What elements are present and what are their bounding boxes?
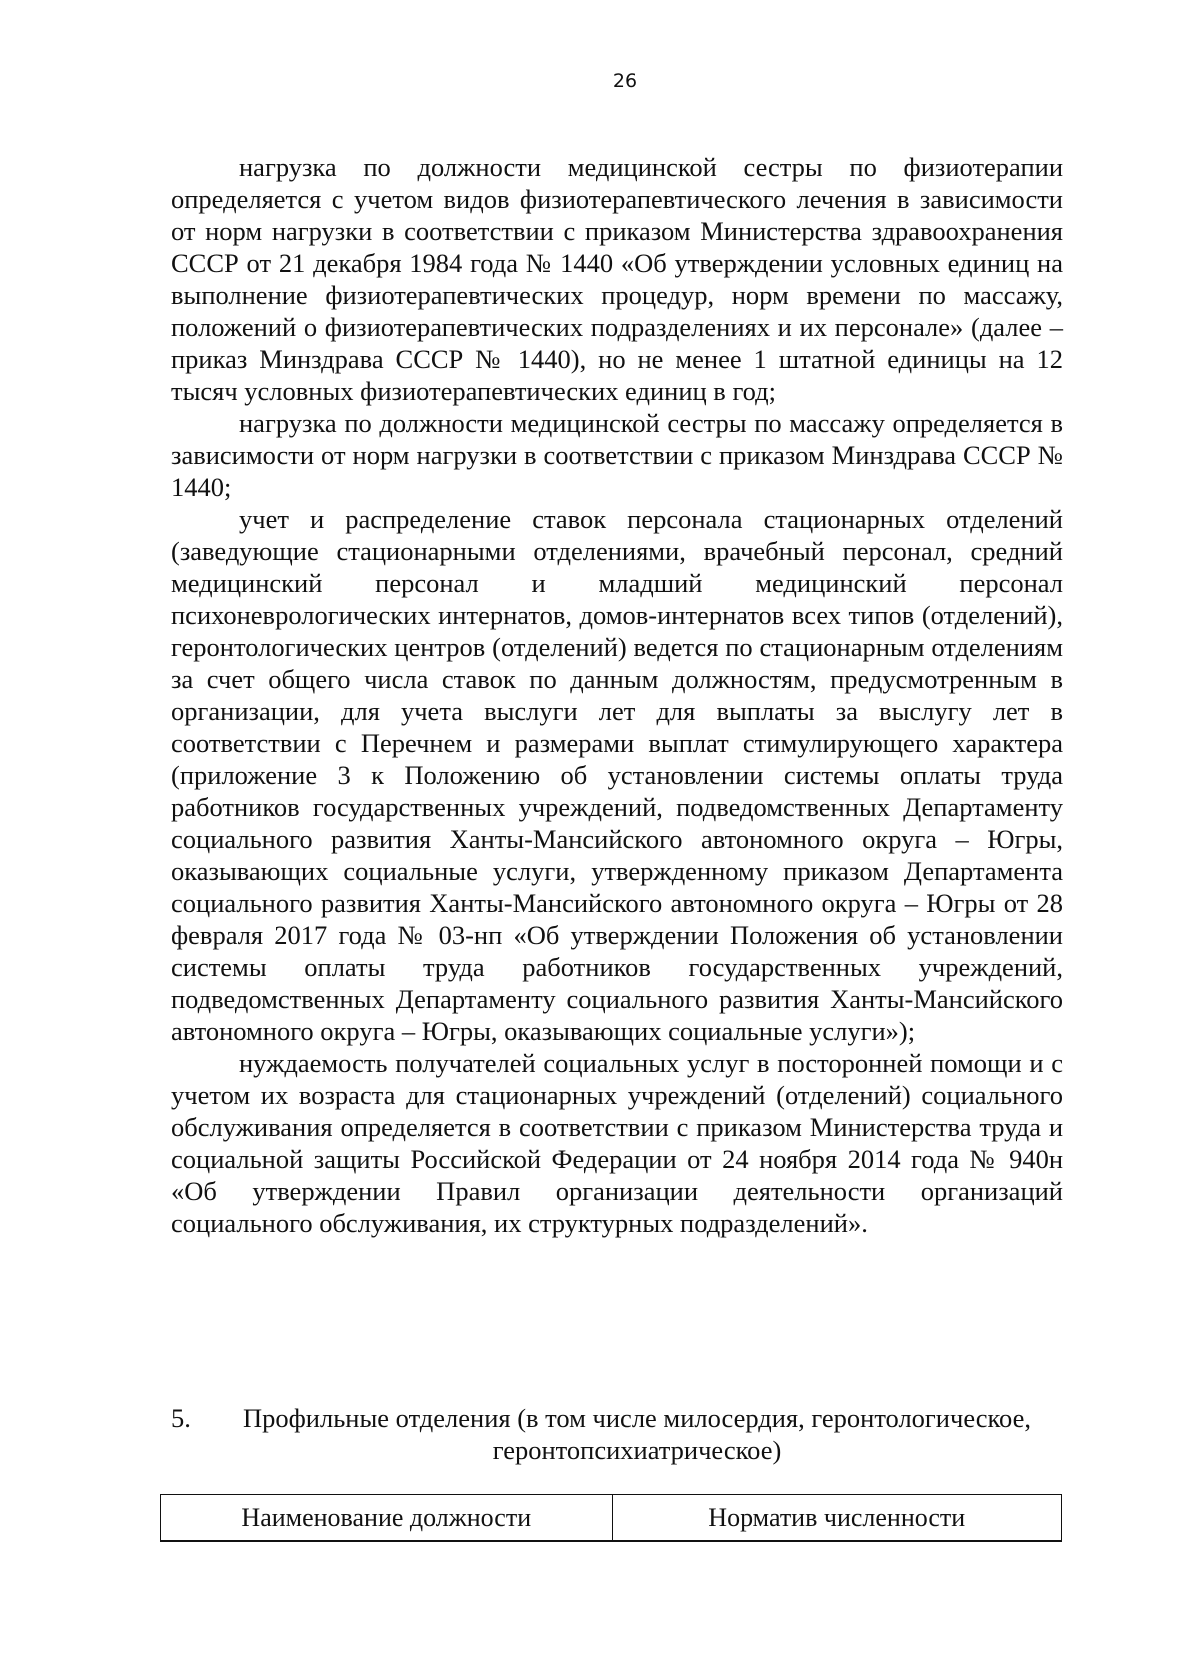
paragraph-massage-nurse-load: нагрузка по должности медицинской сестры по массажу определяется в зависимости от норм нагрузки в соответствии с приказом Минздрава СССР № 1440; <box>171 408 1063 502</box>
column-header-staffing-norm: Норматив численности <box>612 1495 1061 1542</box>
paragraph-staff-rates-accounting: учет и распределение ставок персонала стационарных отделений (заведующие стационарными отделениями, врачебный персонал, средний медицинский персонал и младший медицинский персонал психоневрологических интернатов, домов-интернатов всех типов (отделений), геронтологических центров (отделений) ведется по стационарным отделениям за счет общего числа ставок по данным должностям, предусмотренным в организации, для учета выслуги лет для выплаты за выслугу лет в соответствии с Перечнем и размерами выплат стимулирующего характера (приложение 3 к Положению об установлении системы оплаты труда работников государственных учреждений, подведомственных Департаменту социального развития Ханты-Мансийского автономного округа – Югры, оказывающих социальные услуги, утвержденному приказом Департамента социального развития Ханты-Мансийского автономного округа – Югры от 28 февраля 2017 года № 03-нп «Об утверждении Положения об установлении системы оплаты труда работников государственных учреждений, подведомственных Департаменту социального развития Ханты-Мансийского автономного округа – Югры, оказывающих социальные услуги»); <box>171 504 1063 1046</box>
section-title: Профильные отделения (в том числе милосердия, геронтологическое, геронтопсихиатрическое) <box>243 1403 1031 1465</box>
section-number: 5. <box>171 1403 191 1433</box>
section-heading <box>171 1402 1063 1466</box>
paragraph-recipients-needs: нуждаемость получателей социальных услуг в посторонней помощи и с учетом их возраста для стационарных учреждений (отделений) социального обслуживания определяется в соответствии с приказом Министерства труда и социальной защиты Российской Федерации от 24 ноября 2014 года № 940н «Об утверждении Правил организации деятельности организаций социального обслуживания, их структурных подразделений». <box>171 1048 1063 1238</box>
body-text <box>171 151 1063 1239</box>
table-header-row <box>161 1495 1062 1542</box>
column-header-position-name: Наименование должности <box>161 1495 613 1542</box>
staffing-table <box>160 1494 1062 1542</box>
paragraph-physiotherapy-nurse-load: нагрузка по должности медицинской сестры по физиотерапии определяется с учетом видов физиотерапевтического лечения в зависимости от норм нагрузки в соответствии с приказом Министерства здравоохранения СССР от 21 декабря 1984 года № 1440 «Об утверждении условных единиц на выполнение физиотерапевтических процедур, норм времени по массажу, положений о физиотерапевтических подразделениях и их персонале» (далее – приказ Минздрава СССР № 1440), но не менее 1 штатной единицы на 12 тысяч условных физиотерапевтических единиц в год; <box>171 152 1063 406</box>
page-number: 26 <box>612 70 638 92</box>
